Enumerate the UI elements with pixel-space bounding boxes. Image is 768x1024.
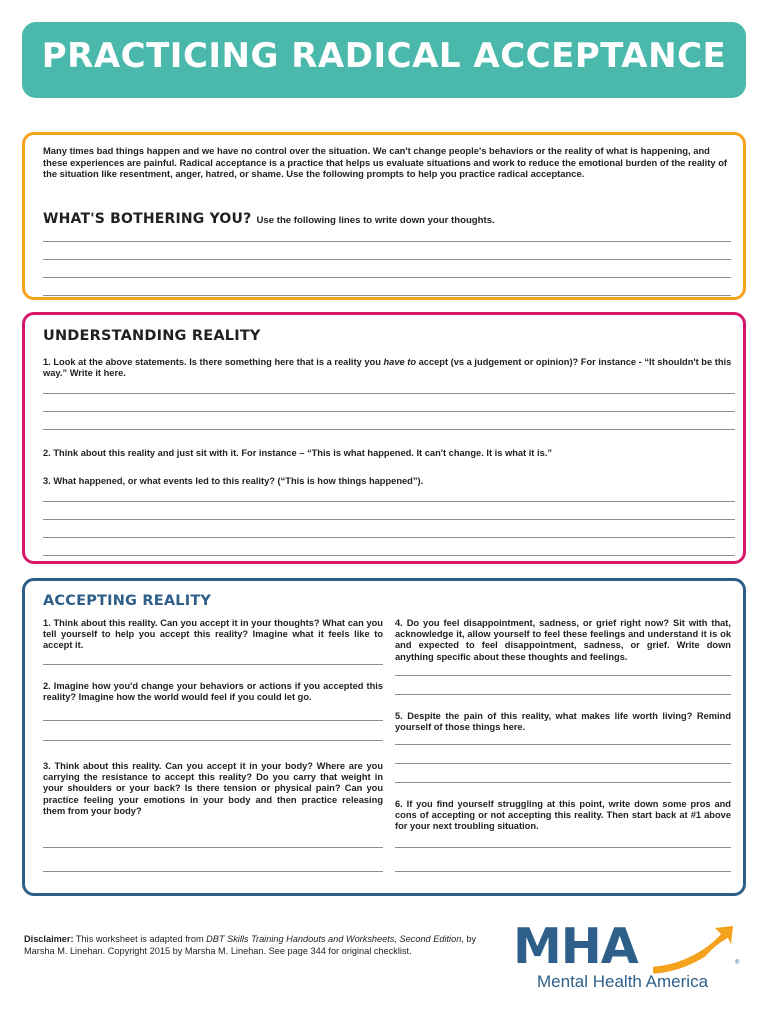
prompt-1-part-b: accept (vs a judgement or opinion)? For instance - “It shouldn't be this way.” Write it here. [43, 357, 732, 379]
write-line[interactable] [43, 429, 735, 430]
write-line[interactable] [43, 411, 735, 412]
write-line[interactable] [43, 241, 731, 242]
section-accepting-reality [22, 578, 746, 896]
write-line[interactable] [43, 537, 735, 538]
page-header-band [22, 22, 746, 98]
prompt-item: 6. If you find yourself struggling at this point, write down some pros and cons of accepting or not accepting this reality. Then start back at #1 above for your next troubling situation. [395, 799, 731, 832]
write-line[interactable] [395, 763, 731, 764]
write-line[interactable] [395, 782, 731, 783]
prompt-1-part-a: 1. Look at the above statements. Is there something here that is a reality you [43, 357, 384, 367]
page-title: PRACTICING RADICAL ACCEPTANCE [41, 36, 727, 76]
disclaimer-part-2: by Marsha M. Linehan. Copyright 2015 by Marsha M. Linehan. See page 344 for original checklist. [24, 934, 477, 956]
mha-logo-trademark: ® [735, 960, 740, 966]
prompt-1-emphasis: have to [383, 357, 417, 367]
prompt-item: 4. Do you feel disappointment, sadness, or grief right now? Sit with that, acknowledge it, allow yourself to feel these feelings and understand it is ok and expected to feel disappointment, sadness, or grief. Write down anything specific about these thoughts and feelings. [395, 618, 731, 662]
write-line[interactable] [43, 501, 735, 502]
write-line[interactable] [395, 744, 731, 745]
write-line[interactable] [43, 295, 731, 296]
write-line[interactable] [395, 847, 731, 848]
mha-logo-swoosh-icon [653, 924, 745, 976]
section-heading-whats-bothering-you [43, 211, 495, 227]
prompt-item: 1. Think about this reality. Can you accept it in your thoughts? What can you tell yourself to help you accept this reality? Imagine what it feels like to accept it. [43, 618, 383, 651]
write-line[interactable] [395, 675, 731, 676]
write-line[interactable] [43, 393, 735, 394]
prompt-1 [43, 357, 735, 379]
heading-text: WHAT'S BOTHERING YOU? [43, 211, 252, 227]
prompt-item: 2. Imagine how you'd change your behaviors or actions if you accepted this reality? Imagine how the world would feel if you could let go. [43, 681, 383, 703]
mha-logo-tagline: Mental Health America [537, 972, 709, 991]
mha-logo-wordmark: MHA [513, 918, 638, 975]
disclaimer-part-1: This worksheet is adapted from [73, 934, 207, 944]
prompt-3: 3. What happened, or what events led to this reality? (“This is how things happened”). [43, 476, 424, 486]
write-line[interactable] [43, 519, 735, 520]
write-line[interactable] [43, 555, 735, 556]
mha-logo [513, 918, 745, 994]
write-line[interactable] [43, 720, 383, 721]
disclaimer [24, 934, 494, 957]
write-line[interactable] [43, 259, 731, 260]
intro-paragraph: Many times bad things happen and we have no control over the situation. We can't change people's behaviors or the reality of what is happening, and these experiences are painful. Radical acceptance is a practice that helps us evaluate situations and work to reduce the emotional burden of the reality of the situation like resentment, anger, hatred, or shame. Use the following prompts to help you practice radical acceptance. [43, 145, 728, 180]
write-line[interactable] [43, 871, 383, 872]
prompt-item: 5. Despite the pain of this reality, what makes life worth living? Remind yourself of those things here. [395, 711, 731, 733]
section-whats-bothering-you [22, 132, 746, 300]
write-line[interactable] [43, 664, 383, 665]
write-line[interactable] [395, 694, 731, 695]
write-line[interactable] [395, 871, 731, 872]
write-line[interactable] [43, 740, 383, 741]
heading-subtext: Use the following lines to write down your thoughts. [256, 215, 495, 226]
prompt-2: 2. Think about this reality and just sit with it. For instance – “This is what happened. It can't change. It is what it is.” [43, 448, 552, 458]
write-line[interactable] [43, 277, 731, 278]
section-understanding-reality [22, 312, 746, 564]
disclaimer-source-title: DBT Skills Training Handouts and Worksheets, Second Edition, [206, 934, 464, 944]
prompt-item: 3. Think about this reality. Can you accept it in your body? Where are you carrying the resistance to accept this reality? Do you carry that weight in your shoulders or your back? Is there tension or physical pain? Can you practice feeling your emotions in your body and then practice releasing them from your body? [43, 761, 383, 816]
disclaimer-label: Disclaimer: [24, 934, 74, 944]
write-line[interactable] [43, 847, 383, 848]
section-heading-accepting-reality: ACCEPTING REALITY [43, 593, 212, 609]
section-heading-understanding-reality: UNDERSTANDING REALITY [43, 328, 261, 344]
